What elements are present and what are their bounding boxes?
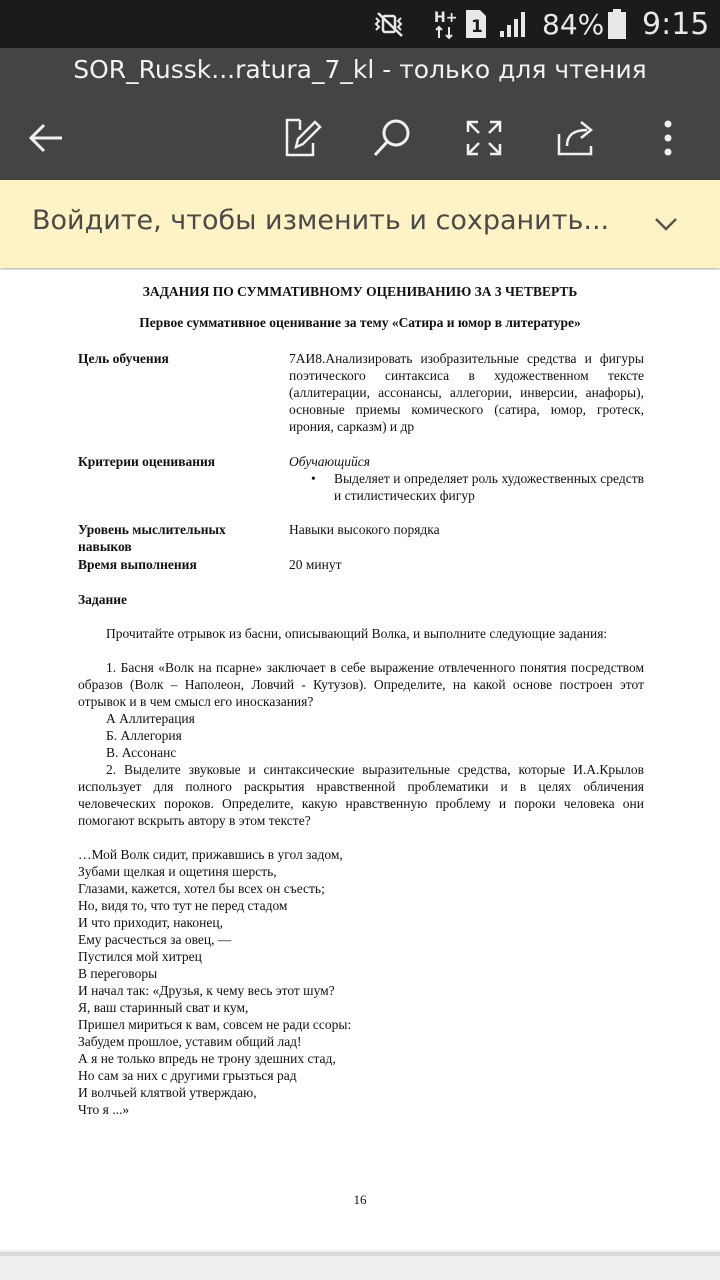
poem-line: Пришел мириться к вам, совсем не ради ссоры:	[78, 1017, 352, 1032]
share-button[interactable]	[544, 106, 608, 170]
fullscreen-button[interactable]	[452, 106, 516, 170]
skill-label: Уровень мыслительных навыков	[78, 522, 226, 554]
poem-line: И начал так: «Друзья, к чему весь этот шум?	[78, 983, 335, 998]
poem-line: Что я ...»	[78, 1102, 130, 1117]
svg-text:1: 1	[471, 17, 483, 37]
hplus-data-icon	[432, 0, 460, 48]
poem-line: Забудем прошлое, уставим общий лад!	[78, 1034, 302, 1049]
time-value: 20 минут	[289, 557, 342, 572]
more-vert-icon	[658, 118, 678, 158]
poem-line: Ему расчесться за овец, —	[78, 932, 232, 947]
document-page	[0, 270, 720, 1250]
poem-line: …Мой Волк сидит, прижавшись в угол задом,	[78, 847, 343, 862]
skill-value: Навыки высокого порядка	[289, 522, 440, 537]
more-options-button[interactable]	[636, 106, 700, 170]
poem-line: И что приходит, наконец,	[78, 915, 223, 930]
doc-subheading: Первое суммативное оценивание за тему «Сатира и юмор в литературе»	[139, 315, 581, 330]
search-icon	[371, 117, 413, 159]
poem-line: Но сам за них с другими грызться рад	[78, 1068, 297, 1083]
task-label: Задание	[78, 592, 128, 607]
criteria-intro: Обучающийся	[289, 454, 371, 469]
page-number: 16	[353, 1192, 367, 1207]
poem-line: Глазами, кажется, хотел бы всех он съесть;	[78, 881, 325, 896]
option-a: А Аллитерация	[106, 711, 195, 726]
poem-line: Я, ваш старинный сват и кум,	[78, 1000, 249, 1015]
goal-label: Цель обучения	[78, 351, 169, 366]
separator-line	[0, 1252, 720, 1256]
criteria-list-item	[289, 470, 644, 504]
signal-icon	[498, 0, 530, 48]
battery-icon	[606, 0, 628, 48]
poem-line: Пустился мой хитрец	[78, 949, 202, 964]
poem-line: Зубами щелкая и ощетиня шерсть,	[78, 864, 277, 879]
poem-line: И волчьей клятвой утверждаю,	[78, 1085, 257, 1100]
signin-banner-text: Войдите, чтобы изменить и сохранить...	[32, 205, 610, 236]
poem-line: Но, видя то, что тут не перед стадом	[78, 898, 288, 913]
share-icon	[555, 118, 597, 158]
time-label: Время выполнения	[78, 557, 197, 572]
app-header	[0, 48, 720, 180]
doc-heading: ЗАДАНИЯ ПО СУММАТИВНОМУ ОЦЕНИВАНИЮ ЗА 3 ЧЕТВЕРТЬ	[142, 284, 578, 299]
edit-document-icon	[282, 117, 322, 159]
clock: 9:15	[642, 6, 710, 42]
criteria-item-text: Выделяет и определяет роль художественных средств и стилистических фигур	[334, 471, 644, 503]
option-b: Б. Аллегория	[106, 728, 182, 743]
edit-document-button[interactable]	[270, 106, 334, 170]
mute-vibrate-icon	[370, 0, 410, 48]
task-intro: Прочитайте отрывок из басни, описывающий Волка, и выполните следующие задания:	[106, 626, 608, 641]
back-button[interactable]	[14, 106, 78, 170]
poem-line: А я не только впредь не трону здешних стад,	[78, 1051, 336, 1066]
document-title: SOR_Russk...ratura_7_kl - только для чтения	[73, 55, 647, 84]
poem-line: В переговоры	[78, 966, 158, 981]
battery-percent: 84%	[542, 7, 605, 41]
svg-text:H+: H+	[434, 10, 458, 26]
status-bar	[0, 0, 720, 48]
bullet-marker: •	[311, 471, 316, 486]
option-c: В. Ассонанс	[106, 745, 177, 760]
criteria-label: Критерии оценивания	[78, 454, 216, 469]
back-arrow-icon	[26, 118, 66, 158]
task-1: 1. Басня «Волк на псарне» заключает в себе выражение отвлеченного понятия посредством образов (Волк – Наполеон, Ловчий - Кутузов). Определите, на какой основе построен этот отрывок и в чем смысл его иносказания?	[78, 660, 644, 709]
search-button[interactable]	[360, 106, 424, 170]
goal-value: 7АИ8.Анализировать изобразительные средства и фигуры поэтического синтаксиса в художественном тексте (аллитерации, ассонансы, аллегории, инверсии, анафоры), основные приемы комического (сатира, юмор, гротеск, ирония, сарказм) и др	[289, 351, 644, 434]
chevron-down-icon[interactable]	[648, 206, 684, 242]
sim-1-icon	[464, 0, 488, 48]
signin-banner[interactable]	[0, 180, 720, 268]
fable-excerpt	[78, 846, 638, 1118]
task-2: 2. Выделите звуковые и синтаксические выразительные средства, которые И.А.Крылов использует для полного раскрытия нравственной проблематики и в целях обличения человеческих пороков. Определите, какую нравственную проблему и пороки человека они помогают вскрыть автору в этом тексте?	[78, 762, 644, 828]
fullscreen-icon	[464, 118, 504, 158]
page-separator	[0, 1250, 720, 1280]
